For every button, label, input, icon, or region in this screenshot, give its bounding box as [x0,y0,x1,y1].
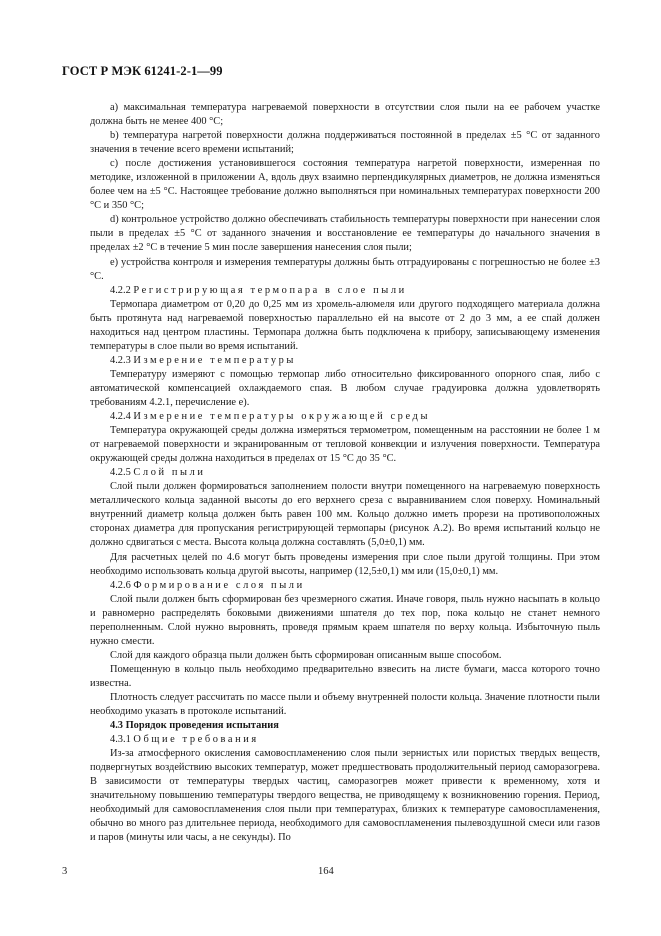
section-number: 4.2.3 [110,354,131,366]
section-4-2-6-text-4: Плотность следует рассчитать по массе пыли и объему внутренней полости кольца. Значение плотности пыли необходимо указать в протоколе испытаний. [90,691,600,718]
section-number: 4.2.2 [110,284,131,296]
item-c: c) после достижения установившегося состояния температура нагретой поверхности, измеренная по методике, изложенной в приложении А, вдоль двух взаимно перпендикулярных диаметров, не должна изменяться более чем на ±5 °С. Настоящее требование должно выполняться при номинальных температурах поверхности 200 °С и 350 °С; [90,158,600,212]
section-4-2-6-text-3: Помещенную в кольцо пыль необходимо предварительно взвесить на листе бумаги, масса которого точно известна. [90,663,600,689]
item-a: а) максимальная температура нагреваемой поверхности в отсутствии слоя пыли на ее рабочем участке должна быть не менее 400 °С; [90,102,600,128]
section-4-2-2-text: Термопара диаметром от 0,20 до 0,25 мм из хромель-алюмеля или другого подходящего материала должна быть протянута над нагреваемой поверхностью параллельно ей на высоте от 2 до 3 мм, а ее спай должен находиться над центром пластины. Термопара должна быть подключена к прибору, записывающему изменения температуры в слое пыли во время испытаний. [90,298,600,352]
section-number: 4.3.1 [110,734,131,746]
section-number: 4.2.5 [110,467,131,479]
section-4-2-3-heading [90,354,600,368]
section-4-3-heading: 4.3 Порядок проведения испытания [110,720,279,732]
section-4-2-5-heading [90,466,600,480]
section-title: Измерение температуры окружающей среды [133,411,431,423]
section-4-2-5-text-2: Для расчетных целей по 4.6 могут быть проведены измерения при слое пыли другой толщины. При этом необходимо использовать кольца другой высоты, например (12,5±0,1) мм или (15,0±0,1) мм. [90,551,600,577]
section-title: Общие требования [133,734,259,746]
document-header: ГОСТ Р МЭК 61241-2-1—99 [62,64,223,78]
section-4-2-2-heading [90,284,600,298]
section-4-2-5-text-1: Слой пыли должен формироваться заполнением полости внутри помещенного на нагреваемую поверхность металлического кольца заданной высоты до его верхнего среза с выравниванием слоя поверху. Номинальный внутренний диаметр кольца должен быть равен 100 мм. Кольцо должно иметь прорези на противоположных сторонах диаметра для пропускания регистрирующей термопары (рисунок А.2). Во время испытаний кольцо не должно сдвигаться с места. Высота кольца должна составлять (5,0±0,1) мм. [90,481,600,549]
section-4-2-6-text-1: Слой пыли должен быть сформирован без чрезмерного сжатия. Иначе говоря, пыль нужно насыпать в кольцо и равномерно распределять боковыми движениями шпателя до тех пор, пока кольцо не станет немного переполненным. Слой нужно выровнять, проведя прямым краем шпателя по верху кольца. Избыточную пыль нужно смести. [90,593,600,647]
section-number: 4.2.4 [110,411,131,423]
document-body [90,101,600,845]
item-e: е) устройства контроля и измерения температуры должны быть отградуированы с погрешностью не более ±3 °С. [90,256,600,282]
section-4-3-1-heading [90,733,600,747]
section-number: 4.2.6 [110,579,131,591]
section-4-2-4-heading [90,410,600,424]
item-d: d) контрольное устройство должно обеспечивать стабильность температуры поверхности при нанесении слоя пыли в пределах ±5 °С от заданного значения и восстановление ее температуры до начального значения в пределах ±2 °С в течение 5 мин после завершения нанесения слоя пыли; [90,214,600,254]
page-number-left: 3 [62,866,68,877]
section-4-3-1-text: Из-за атмосферного окисления самовоспламенению слоя пыли зернистых или пористых твердых веществ, подвергнутых воздействию высоких температур, может предшествовать продолжительный период саморазогрева. В зависимости от температуры твердых частиц, саморазогрев может привести к временному, хотя и значительному повышению температуры твердого вещества, не приводящему к возникновению горения. Период, необходимый для самовоспламенения слоя пыли при температурах, близких к температуре самовоспламенения, обычно во много раз длительнее периода, необходимого для самовоспламенения пылевоздушной смеси или газов и паров (минуты или часы, а не секунды). По [90,748,600,844]
page-number-center: 164 [318,866,334,877]
section-title: Формирование слоя пыли [133,579,305,591]
section-title: Измерение температуры [133,354,296,366]
section-4-2-4-text: Температура окружающей среды должна измеряться термометром, помещенным на расстоянии не более 1 м от нагреваемой поверхности и экранированным от тепловой конвекции и излучения поверхности. Температура окружающей среды должна находиться в пределах от 15 °С до 35 °С. [90,425,600,465]
item-b: b) температура нагретой поверхности должна поддерживаться постоянной в пределах ±5 °С от заданного значения в течение всего времени испытаний; [90,130,600,156]
section-4-2-6-heading [90,579,600,593]
section-4-2-6-text-2: Слой для каждого образца пыли должен быть сформирован описанным выше способом. [110,649,502,661]
section-4-2-3-text: Температуру измеряют с помощью термопар либо относительно фиксированного опорного спая, либо с автоматической компенсацией охлаждаемого спая. В любом случае градуировка должна удовлетворять требованиям 4.2.1, перечисление е). [90,368,600,408]
section-title: Регистрирующая термопара в слое пыли [133,284,407,296]
section-title: Слой пыли [133,467,206,479]
